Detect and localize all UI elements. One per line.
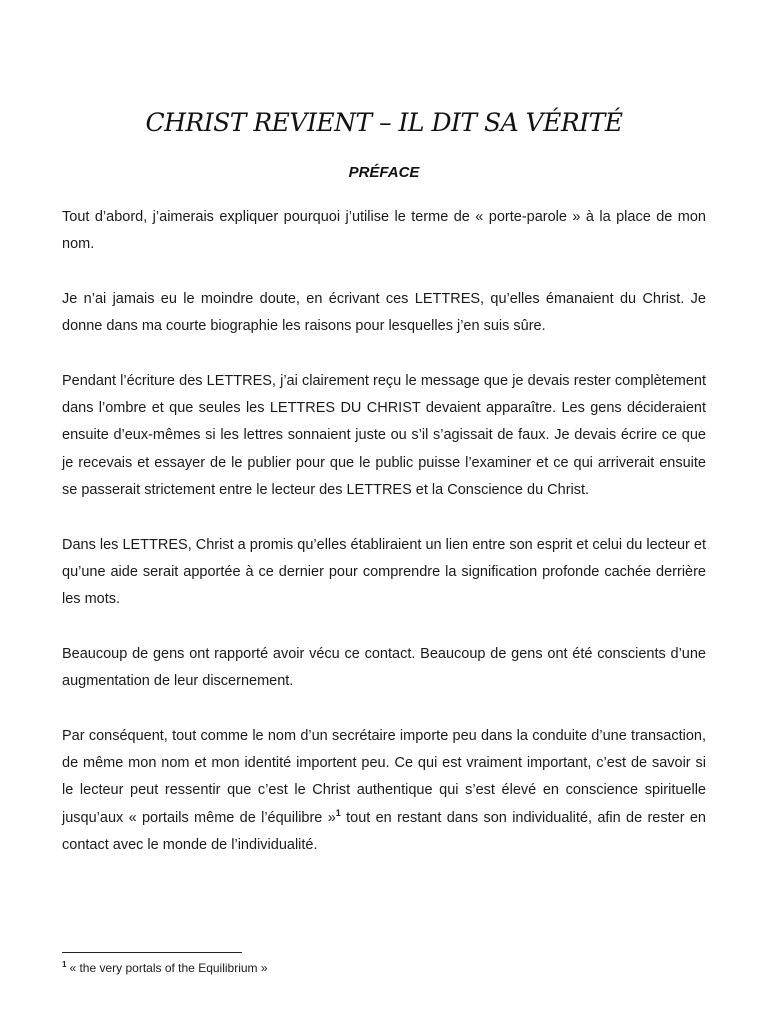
paragraph-6 xyxy=(62,723,706,859)
paragraph-4: Dans les LETTRES, Christ a promis qu’elles établiraient un lien entre son esprit et celui du lecteur et qu’une aide serait apportée à ce dernier pour comprendre la signification profonde cachée derrière les mots. xyxy=(62,536,706,608)
paragraph-1: Tout d’abord, j’aimerais expliquer pourquoi j’utilise le terme de « porte-parole » à la place de mon nom. xyxy=(62,209,706,253)
paragraph-6-text-start: Par conséquent, tout comme le nom d’un secrétaire importe peu dans la conduite d’une transaction, de même mon nom et mon identité importent peu. Ce qui est vraiment important, c’est de savoir si le lecteur peut ressentir que c’est le Christ authentique qui s’est élevé en conscience spirituelle jusqu’aux « portails même de l’équilibre » xyxy=(62,727,706,826)
paragraph-5: Beaucoup de gens ont rapporté avoir vécu ce contact. Beaucoup de gens ont été conscients d’une augmentation de leur discernement. xyxy=(62,645,706,690)
document-subtitle: PRÉFACE xyxy=(348,164,420,181)
footnote-reference: 1 xyxy=(335,807,341,818)
document-title: CHRIST REVIENT – IL DIT SA VÉRITÉ xyxy=(145,108,623,137)
document-body xyxy=(62,204,706,886)
footnote-number: 1 xyxy=(62,960,67,969)
footnote-separator xyxy=(62,952,242,953)
paragraph-6-text-end: tout en restant dans son individualité, afin de rester en contact avec le monde de l’individualité. xyxy=(62,809,706,853)
footnote-text: « the very portals of the Equilibrium » xyxy=(69,961,268,975)
footnote xyxy=(62,961,268,975)
paragraph-2: Je n’ai jamais eu le moindre doute, en écrivant ces LETTRES, qu’elles émanaient du Christ. Je donne dans ma courte biographie les raisons pour lesquelles j’en suis sûre. xyxy=(62,290,706,335)
paragraph-3: Pendant l’écriture des LETTRES, j’ai clairement reçu le message que je devais rester complètement dans l’ombre et que seules les LETTRES DU CHRIST devaient apparaître. Les gens décideraient ensuite d’eux-mêmes si les lettres sonnaient juste ou s’il s’agissait de faux. Je devais écrire ce que je recevais et essayer de le publier pour que le public puisse l’examiner et ce qui arriverait ensuite se passerait strictement entre le lecteur des LETTRES et la Conscience du Christ. xyxy=(62,372,706,498)
